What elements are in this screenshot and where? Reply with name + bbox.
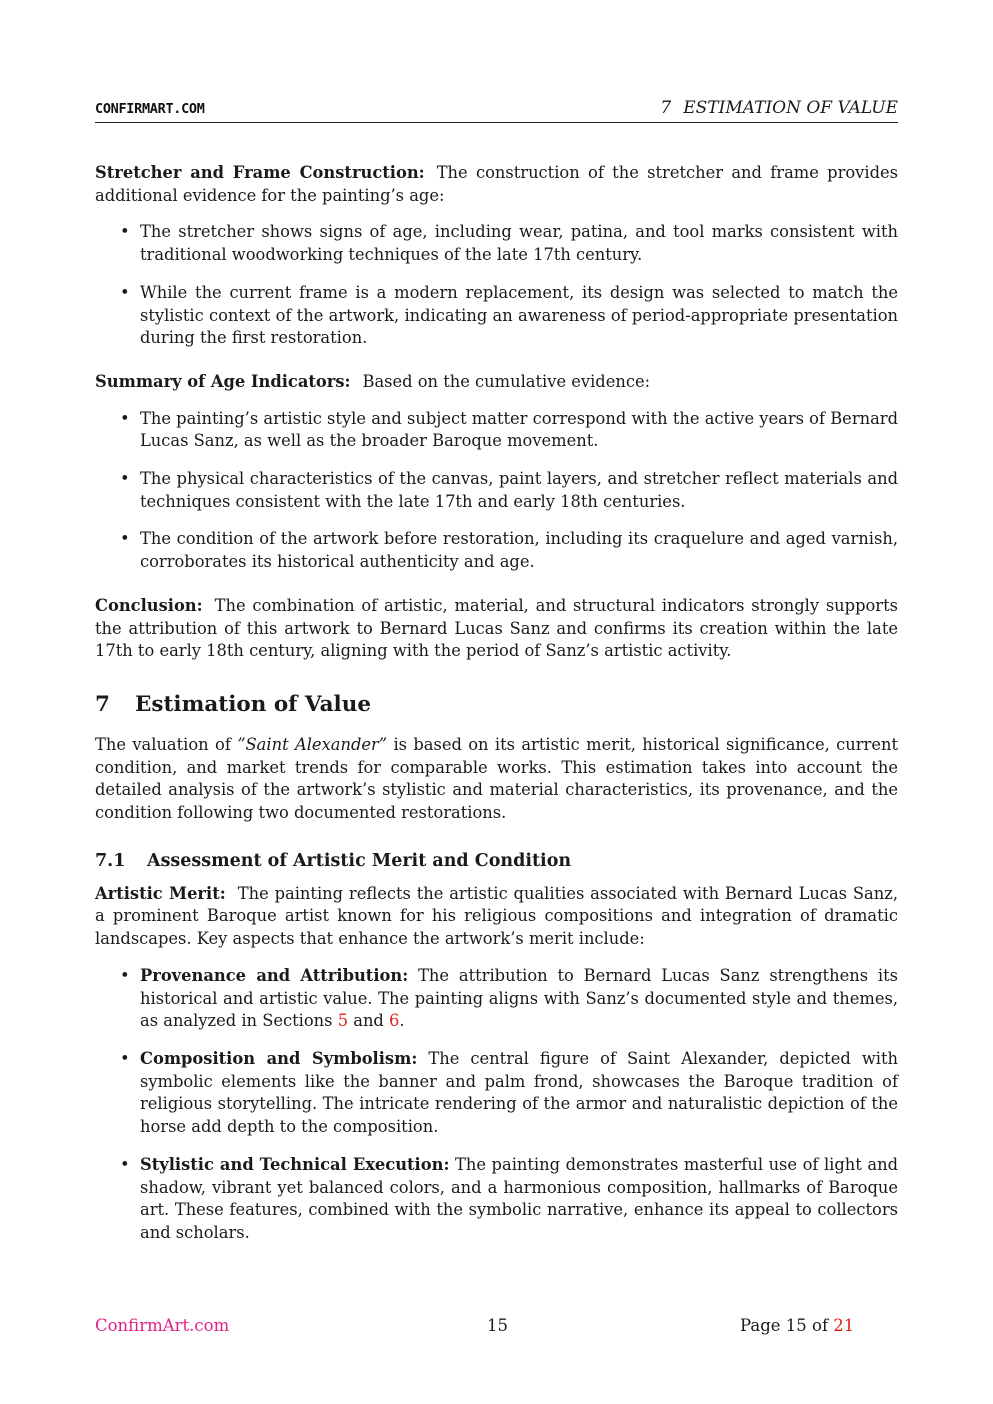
footer-page-of: [740, 1316, 854, 1335]
running-head-number: 7: [660, 98, 672, 118]
section-6-link[interactable]: 6: [389, 1011, 400, 1031]
list-item: [140, 965, 898, 1033]
section-5-link[interactable]: 5: [337, 1011, 349, 1031]
list-item: [140, 1048, 898, 1139]
stylistic-label: Stylistic and Technical Execution:: [140, 1154, 450, 1174]
composition-label: Composition and Symbolism:: [140, 1048, 418, 1068]
section-7-1-title: Assessment of Artistic Merit and Condition: [147, 850, 572, 871]
footer-page-number: 15: [487, 1316, 508, 1335]
footer-total-pages-link[interactable]: 21: [833, 1316, 855, 1335]
section-7-title: Estimation of Value: [135, 691, 372, 717]
stretcher-intro: The construction of the stretcher and frame provides additional evidence for the painting’s age:: [95, 163, 898, 205]
provenance-text: The attribution to Bernard Lucas Sanz strengthens its historical and artistic value. The painting aligns with Sanz’s documented style and themes, as analyzed in Sections: [140, 965, 898, 1031]
list-item: • The condition of the artwork before restoration, including its craquelure and aged varnish, corroborates its historical authenticity and age.: [140, 528, 898, 573]
merit-list: [95, 965, 898, 1245]
composition-text: The central figure of Saint Alexander, depicted with symbolic elements like the banner and palm frond, showcases the Baroque tradition of religious storytelling. The intricate rendering of the armor and naturalistic depiction of the horse add depth to the composition.: [140, 1048, 898, 1137]
conclusion-label: Conclusion:: [95, 595, 203, 615]
stylistic-text: The painting demonstrates masterful use of light and shadow, vibrant yet balanced colors, and a harmonious composition, hallmarks of Baroque art. These features, combined with the symbolic narrative, enhance its appeal to collectors and scholars.: [140, 1154, 899, 1242]
artistic-merit-paragraph: [95, 883, 898, 951]
intro-text-before: The valuation of: [95, 734, 238, 754]
artistic-merit-text: The painting reflects the artistic qualities associated with Bernard Lucas Sanz, a prominent Baroque artist known for his religious compositions and integration of dramatic landscapes. Key aspects that enhance the artwork’s merit include:: [95, 883, 899, 949]
summary-label: Summary of Age Indicators:: [95, 371, 351, 391]
artwork-title: ”Saint Alexander”: [237, 734, 388, 754]
summary-list: [95, 408, 898, 574]
conclusion-paragraph: [95, 595, 898, 663]
conclusion-text: The combination of artistic, material, and structural indicators strongly supports the attribution of this artwork to Bernard Lucas Sanz and confirms its creation within the late 17th to early 18th century, aligning with the period of Sanz’s artistic activity.: [95, 595, 898, 661]
section-7-number: 7: [95, 691, 110, 717]
footer-site-link[interactable]: ConfirmArt.com: [95, 1316, 230, 1335]
list-item: • The painting’s artistic style and subject matter correspond with the active years of Bernard Lucas Sanz, as well as the broader Baroque movement.: [140, 408, 898, 453]
stretcher-label: Stretcher and Frame Construction:: [95, 163, 425, 182]
page-body: [95, 162, 898, 1260]
provenance-label: Provenance and Attribution:: [140, 965, 409, 985]
stretcher-list: [95, 221, 898, 350]
site-logo[interactable]: CONFIRMART.COM: [95, 101, 205, 117]
list-item: • The stretcher shows signs of age, including wear, patina, and tool marks consistent with traditional woodworking techniques of the late 17th century.: [140, 221, 898, 266]
section-7-1-number: 7.1: [95, 850, 126, 871]
summary-intro: Based on the cumulative evidence:: [362, 371, 651, 391]
intro-text-after: is based on its artistic merit, historical significance, current condition, and market trends for comparable works. This estimation takes into account the detailed analysis of the artwork’s stylistic and material characteristics, its provenance, and the condition following two documented restorations.: [95, 734, 898, 823]
ref-join: and: [348, 1011, 390, 1031]
section-7-intro: [95, 734, 898, 825]
section-7-1-heading: [95, 850, 898, 872]
running-head-title: ESTIMATION OF VALUE: [683, 98, 898, 118]
running-head: [660, 98, 898, 118]
page-header: [95, 98, 898, 123]
section-7-heading: [95, 692, 898, 718]
footer-page-label: Page 15 of: [740, 1316, 834, 1335]
list-item: [140, 1154, 898, 1245]
summary-paragraph: [95, 371, 898, 394]
list-item: • The physical characteristics of the canvas, paint layers, and stretcher reflect materials and techniques consistent with the late 17th and early 18th centuries.: [140, 468, 898, 513]
stretcher-paragraph: [95, 162, 898, 207]
ref-end: .: [399, 1011, 405, 1031]
artistic-merit-label: Artistic Merit:: [95, 883, 226, 903]
list-item: • While the current frame is a modern replacement, its design was selected to match the stylistic context of the artwork, indicating an awareness of period-appropriate presentation during the first restoration.: [140, 282, 898, 350]
